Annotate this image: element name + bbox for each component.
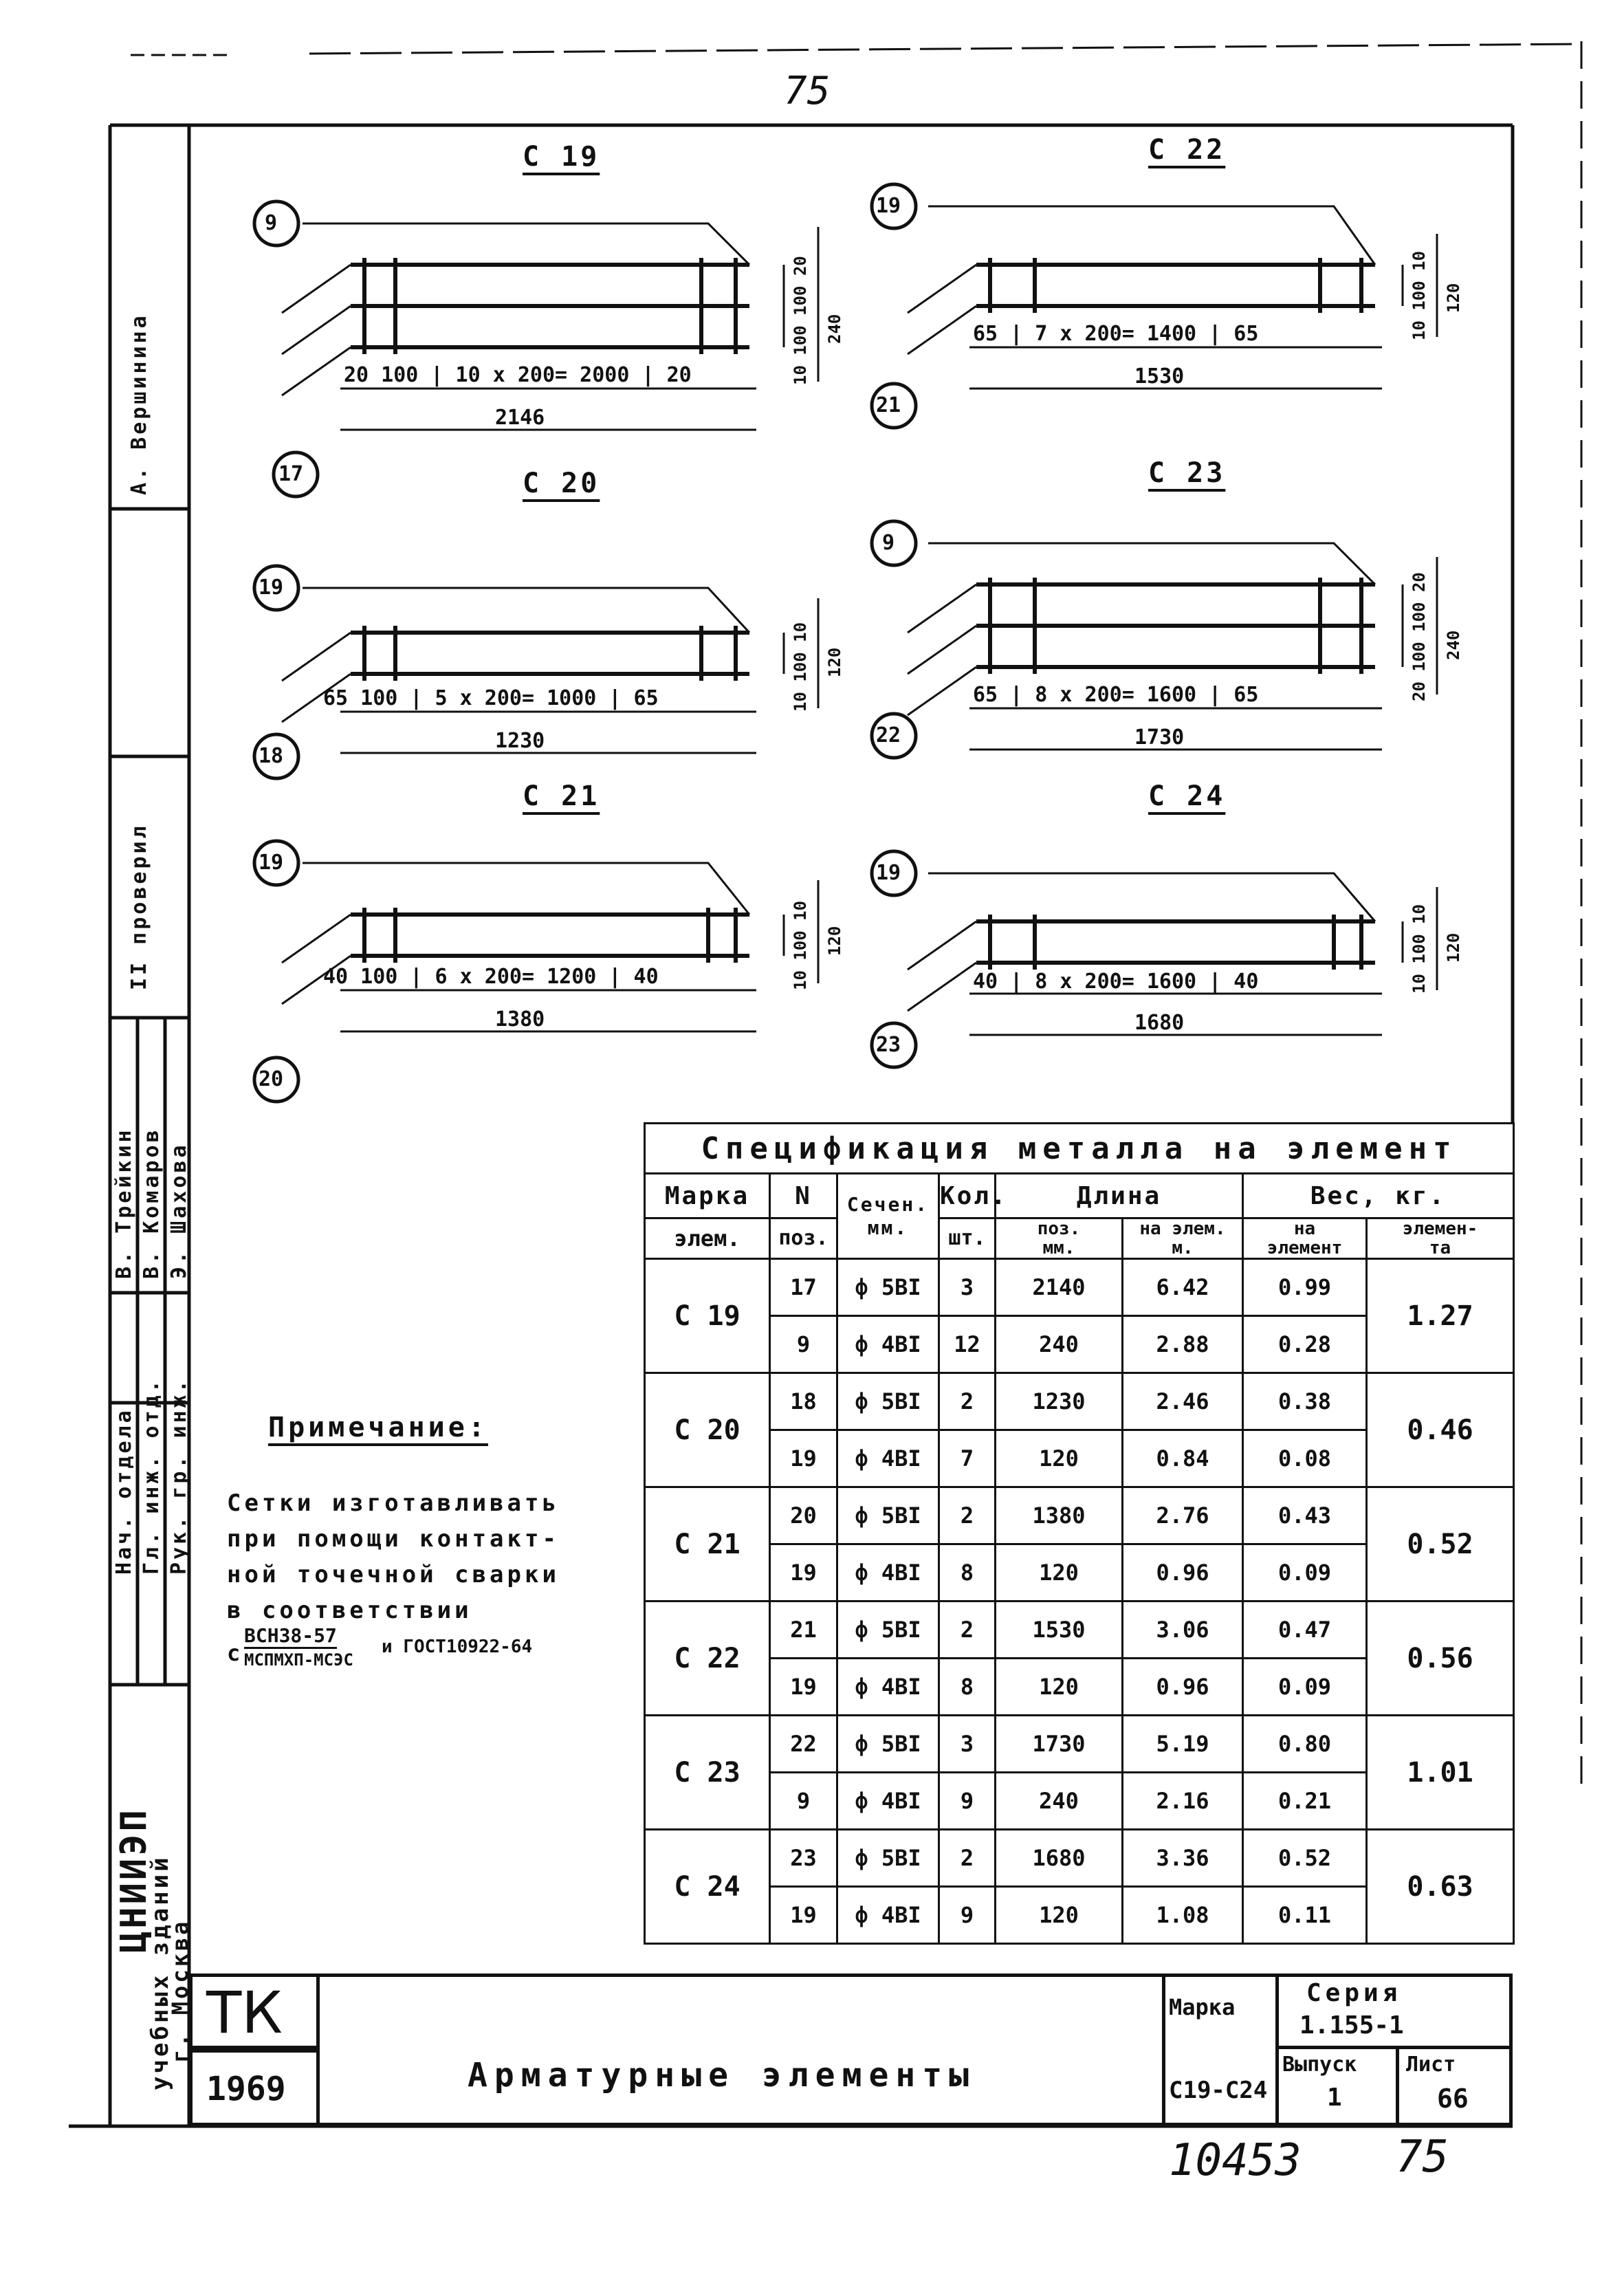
bubble-pos-c24-bottom: 23 bbox=[876, 1033, 901, 1057]
cell-w-total: 0.46 bbox=[1367, 1373, 1514, 1487]
dim-height-c22: 120 bbox=[1444, 283, 1463, 313]
cell-len-pos: 240 bbox=[996, 1316, 1123, 1373]
cell-w-el: 0.08 bbox=[1243, 1430, 1367, 1487]
cell-pos: 9 bbox=[770, 1316, 837, 1373]
cell-w-el: 0.43 bbox=[1243, 1487, 1367, 1544]
cell-w-total: 0.56 bbox=[1367, 1601, 1514, 1716]
side-stamp-role-3: Рук. гр. инж. bbox=[167, 1377, 191, 1575]
hdr-length: Длина bbox=[996, 1174, 1243, 1218]
cell-len-pos: 1530 bbox=[996, 1601, 1123, 1659]
hdr-len-pos-2: мм. bbox=[1042, 1238, 1075, 1258]
dim-layout-c19: 20 100 | 10 x 200= 2000 | 20 bbox=[344, 363, 692, 387]
cell-w-el: 0.21 bbox=[1243, 1773, 1367, 1830]
cell-section: ф 5ВI bbox=[837, 1716, 939, 1773]
side-stamp-name-3: Э. Шахова bbox=[167, 1142, 191, 1279]
drawing-c23 bbox=[908, 543, 1437, 750]
bubble-pos-c24-top: 19 bbox=[876, 861, 901, 885]
cell-len-pos: 1230 bbox=[996, 1373, 1123, 1430]
cell-len-el: 1.08 bbox=[1123, 1887, 1243, 1944]
cell-section: ф 4ВI bbox=[837, 1659, 939, 1716]
side-stamp-checked: II проверил bbox=[127, 823, 151, 990]
cell-w-total: 0.63 bbox=[1367, 1830, 1514, 1944]
cell-section: ф 5ВI bbox=[837, 1373, 939, 1430]
cell-qty: 8 bbox=[939, 1659, 996, 1716]
cell-qty: 3 bbox=[939, 1716, 996, 1773]
title-block-mark-label: Марка bbox=[1169, 1994, 1236, 2020]
drawing-c21 bbox=[282, 863, 818, 1031]
cell-len-el: 2.46 bbox=[1123, 1373, 1243, 1430]
cell-len-el: 3.06 bbox=[1123, 1601, 1243, 1659]
side-stamp-org-3: г. Москва bbox=[167, 1918, 193, 2063]
dim-layout-c20: 65 100 | 5 x 200= 1000 | 65 bbox=[323, 686, 659, 710]
note-ref-denominator: МСПМХП-МСЭС bbox=[244, 1650, 353, 1670]
hdr-section-2: мм. bbox=[867, 1216, 909, 1239]
bubble-pos-c20-top: 19 bbox=[259, 576, 284, 600]
dim-layout-c22: 65 | 7 x 200= 1400 | 65 bbox=[973, 322, 1259, 346]
cell-section: ф 4ВI bbox=[837, 1887, 939, 1944]
top-page-number: 75 bbox=[784, 69, 831, 113]
dim-length-c22: 1530 bbox=[1134, 364, 1185, 389]
hdr-mark-1: Марка bbox=[645, 1174, 770, 1218]
hdr-weight: Вес, кг. bbox=[1243, 1174, 1514, 1218]
drawing-c22 bbox=[908, 206, 1437, 389]
cell-len-pos: 120 bbox=[996, 1887, 1123, 1944]
table-row-mark: С 21 bbox=[645, 1487, 770, 1601]
cell-w-el: 0.38 bbox=[1243, 1373, 1367, 1430]
hdr-w-el bbox=[1243, 1218, 1367, 1259]
table-row-mark: С 22 bbox=[645, 1601, 770, 1716]
bubble-pos-c21-bottom: 20 bbox=[259, 1067, 284, 1091]
dim-right-c20: 10 100 10 bbox=[791, 622, 810, 712]
cell-qty: 2 bbox=[939, 1373, 996, 1430]
side-stamp-org-1: ЦНИИЭП bbox=[113, 1807, 155, 1953]
dim-height-c23: 240 bbox=[1444, 630, 1463, 660]
cell-w-el: 0.09 bbox=[1243, 1544, 1367, 1601]
dim-height-c20: 120 bbox=[825, 647, 844, 677]
table-row-mark: С 20 bbox=[645, 1373, 770, 1487]
title-block-mark-value: С19-С24 bbox=[1169, 2077, 1268, 2104]
title-block-series-value: 1.155-1 bbox=[1299, 2011, 1404, 2040]
cell-w-total: 1.27 bbox=[1367, 1259, 1514, 1373]
side-stamp-role-2: Гл. инж. отд. bbox=[140, 1377, 164, 1575]
note-line-3: ной точечной сварки bbox=[227, 1561, 560, 1588]
bubble-pos-c22-top: 19 bbox=[876, 194, 901, 218]
table-row-mark: С 19 bbox=[645, 1259, 770, 1373]
hdr-len-el bbox=[1123, 1218, 1243, 1259]
side-stamp-name-2: В. Комаров bbox=[140, 1127, 164, 1279]
title-block-title: Арматурные элементы bbox=[468, 2056, 976, 2095]
cell-w-total: 0.52 bbox=[1367, 1487, 1514, 1601]
drawing-title-c19: C 19 bbox=[523, 141, 600, 173]
bubble-pos-c20-bottom: 18 bbox=[259, 744, 284, 768]
cell-w-total: 1.01 bbox=[1367, 1716, 1514, 1830]
cell-len-pos: 2140 bbox=[996, 1259, 1123, 1316]
drawing-title-c23: C 23 bbox=[1148, 457, 1226, 489]
hdr-section bbox=[837, 1174, 939, 1259]
title-block-code: ТК bbox=[206, 1979, 283, 2046]
cell-w-el: 0.47 bbox=[1243, 1601, 1367, 1659]
drawing-c19 bbox=[282, 223, 818, 430]
cell-section: ф 4ВI bbox=[837, 1773, 939, 1830]
cell-qty: 12 bbox=[939, 1316, 996, 1373]
cell-qty: 3 bbox=[939, 1259, 996, 1316]
cell-w-el: 0.09 bbox=[1243, 1659, 1367, 1716]
note-line-2: при помощи контакт- bbox=[227, 1525, 560, 1553]
archive-number: 10453 bbox=[1169, 2135, 1302, 2186]
dim-layout-c23: 65 | 8 x 200= 1600 | 65 bbox=[973, 683, 1259, 707]
cell-qty: 2 bbox=[939, 1830, 996, 1887]
cell-len-pos: 240 bbox=[996, 1773, 1123, 1830]
hdr-section-1: Сечен. bbox=[846, 1192, 930, 1216]
table-row-mark: С 24 bbox=[645, 1830, 770, 1944]
spec-caption: Спецификация металла на элемент bbox=[645, 1124, 1514, 1174]
title-block-issue-label: Выпуск bbox=[1282, 2053, 1357, 2077]
cell-len-pos: 1680 bbox=[996, 1830, 1123, 1887]
dim-length-c21: 1380 bbox=[495, 1007, 545, 1031]
drawing-title-c24: C 24 bbox=[1148, 780, 1226, 812]
cell-pos: 19 bbox=[770, 1659, 837, 1716]
hdr-qty-1: Кол. bbox=[939, 1174, 996, 1218]
specification-table bbox=[644, 1122, 1515, 1945]
hdr-w-tot-1: элемен- bbox=[1402, 1218, 1478, 1239]
cell-pos: 19 bbox=[770, 1887, 837, 1944]
drawing-title-c22: C 22 bbox=[1148, 134, 1226, 166]
hdr-w-tot-2: та bbox=[1429, 1238, 1451, 1258]
bubble-pos-c22-bottom: 21 bbox=[876, 393, 901, 417]
cell-pos: 9 bbox=[770, 1773, 837, 1830]
drawing-title-c20: C 20 bbox=[523, 468, 600, 499]
table-row-mark: С 23 bbox=[645, 1716, 770, 1830]
cell-pos: 18 bbox=[770, 1373, 837, 1430]
dim-length-c19: 2146 bbox=[495, 406, 545, 430]
dim-right-c23: 20 100 100 20 bbox=[1409, 572, 1429, 701]
cell-len-el: 2.16 bbox=[1123, 1773, 1243, 1830]
cell-len-el: 0.84 bbox=[1123, 1430, 1243, 1487]
cell-pos: 19 bbox=[770, 1544, 837, 1601]
dim-length-c23: 1730 bbox=[1134, 725, 1185, 750]
drawing-title-c21: C 21 bbox=[523, 780, 600, 812]
hdr-w-el-2: элемент bbox=[1266, 1238, 1343, 1258]
cell-section: ф 5ВI bbox=[837, 1259, 939, 1316]
bottom-page-number: 75 bbox=[1396, 2132, 1449, 2183]
note-ref-numerator: ВСН38-57 bbox=[244, 1624, 337, 1649]
drawing-c20 bbox=[282, 588, 818, 753]
cell-w-el: 0.52 bbox=[1243, 1830, 1367, 1887]
hdr-pos-2: поз. bbox=[770, 1218, 837, 1259]
cell-len-pos: 120 bbox=[996, 1430, 1123, 1487]
title-block-sheet-value: 66 bbox=[1437, 2084, 1469, 2114]
cell-section: ф 5ВI bbox=[837, 1487, 939, 1544]
cell-len-pos: 1380 bbox=[996, 1487, 1123, 1544]
cell-len-el: 2.76 bbox=[1123, 1487, 1243, 1544]
dim-right-c24: 10 100 10 bbox=[1409, 904, 1429, 994]
dim-layout-c21: 40 100 | 6 x 200= 1200 | 40 bbox=[323, 965, 659, 989]
dim-length-c24: 1680 bbox=[1134, 1011, 1185, 1035]
cell-len-el: 5.19 bbox=[1123, 1716, 1243, 1773]
hdr-len-pos bbox=[996, 1218, 1123, 1259]
cell-len-pos: 120 bbox=[996, 1544, 1123, 1601]
side-stamp-org-2: учебных зданий bbox=[146, 1855, 174, 2090]
side-stamp-checker-name: А. Вершинина bbox=[127, 313, 151, 495]
side-stamp-name-1: В. Трейкин bbox=[112, 1127, 136, 1279]
cell-len-el: 6.42 bbox=[1123, 1259, 1243, 1316]
dim-length-c20: 1230 bbox=[495, 729, 545, 753]
dim-right-c21: 10 100 10 bbox=[791, 900, 810, 990]
cell-section: ф 4ВI bbox=[837, 1430, 939, 1487]
cell-len-el: 0.96 bbox=[1123, 1544, 1243, 1601]
hdr-len-el-1: на элем. bbox=[1139, 1218, 1226, 1239]
title-block-issue-value: 1 bbox=[1327, 2084, 1342, 2112]
dim-height-c24: 120 bbox=[1444, 932, 1463, 963]
cell-qty: 9 bbox=[939, 1773, 996, 1830]
bubble-pos-c21-top: 19 bbox=[259, 851, 284, 875]
cell-section: ф 5ВI bbox=[837, 1601, 939, 1659]
note-ref-suffix: и ГОСТ10922-64 bbox=[382, 1637, 533, 1657]
cell-pos: 17 bbox=[770, 1259, 837, 1316]
cell-section: ф 4ВI bbox=[837, 1316, 939, 1373]
note-line-1: Сетки изготавливать bbox=[227, 1489, 560, 1517]
cell-len-pos: 1730 bbox=[996, 1716, 1123, 1773]
title-block-sheet-label: Лист bbox=[1406, 2053, 1456, 2077]
dim-right-c19: 10 100 100 20 bbox=[791, 256, 810, 385]
cell-len-el: 2.88 bbox=[1123, 1316, 1243, 1373]
cell-pos: 20 bbox=[770, 1487, 837, 1544]
bubble-pos-c19-top: 9 bbox=[265, 211, 278, 235]
dim-height-c19: 240 bbox=[825, 314, 844, 344]
title-block-year: 1969 bbox=[206, 2070, 286, 2108]
hdr-len-pos-1: поз. bbox=[1037, 1218, 1081, 1239]
dim-right-c22: 10 100 10 bbox=[1409, 250, 1429, 340]
cell-pos: 22 bbox=[770, 1716, 837, 1773]
cell-qty: 2 bbox=[939, 1601, 996, 1659]
cell-len-pos: 120 bbox=[996, 1659, 1123, 1716]
cell-w-el: 0.11 bbox=[1243, 1887, 1367, 1944]
hdr-mark-2: элем. bbox=[645, 1218, 770, 1259]
note-title: Примечание: bbox=[268, 1412, 488, 1443]
cell-w-el: 0.99 bbox=[1243, 1259, 1367, 1316]
cell-qty: 8 bbox=[939, 1544, 996, 1601]
cell-w-el: 0.80 bbox=[1243, 1716, 1367, 1773]
dim-height-c21: 120 bbox=[825, 926, 844, 956]
cell-qty: 9 bbox=[939, 1887, 996, 1944]
side-stamp-role-1: Нач. отдела bbox=[112, 1408, 136, 1575]
cell-section: ф 4ВI bbox=[837, 1544, 939, 1601]
cell-pos: 23 bbox=[770, 1830, 837, 1887]
cell-w-el: 0.28 bbox=[1243, 1316, 1367, 1373]
cell-qty: 7 bbox=[939, 1430, 996, 1487]
cell-len-el: 0.96 bbox=[1123, 1659, 1243, 1716]
cell-section: ф 5ВI bbox=[837, 1830, 939, 1887]
dim-layout-c24: 40 | 8 x 200= 1600 | 40 bbox=[973, 970, 1259, 994]
cell-qty: 2 bbox=[939, 1487, 996, 1544]
note-ref-prefix: с bbox=[227, 1640, 241, 1666]
bubble-pos-c19-bottom: 17 bbox=[278, 462, 304, 486]
cell-pos: 19 bbox=[770, 1430, 837, 1487]
bubble-pos-c23-bottom: 22 bbox=[876, 723, 901, 747]
cell-pos: 21 bbox=[770, 1601, 837, 1659]
hdr-qty-2: шт. bbox=[939, 1218, 996, 1259]
note-line-4: в соответствии bbox=[227, 1597, 472, 1624]
cell-len-el: 3.36 bbox=[1123, 1830, 1243, 1887]
hdr-w-tot bbox=[1367, 1218, 1514, 1259]
hdr-w-el-1: на bbox=[1293, 1218, 1316, 1239]
hdr-len-el-2: м. bbox=[1172, 1238, 1194, 1258]
hdr-pos-1: N bbox=[770, 1174, 837, 1218]
bubble-pos-c23-top: 9 bbox=[882, 531, 895, 555]
title-block-series-label: Серия bbox=[1306, 1979, 1402, 2007]
